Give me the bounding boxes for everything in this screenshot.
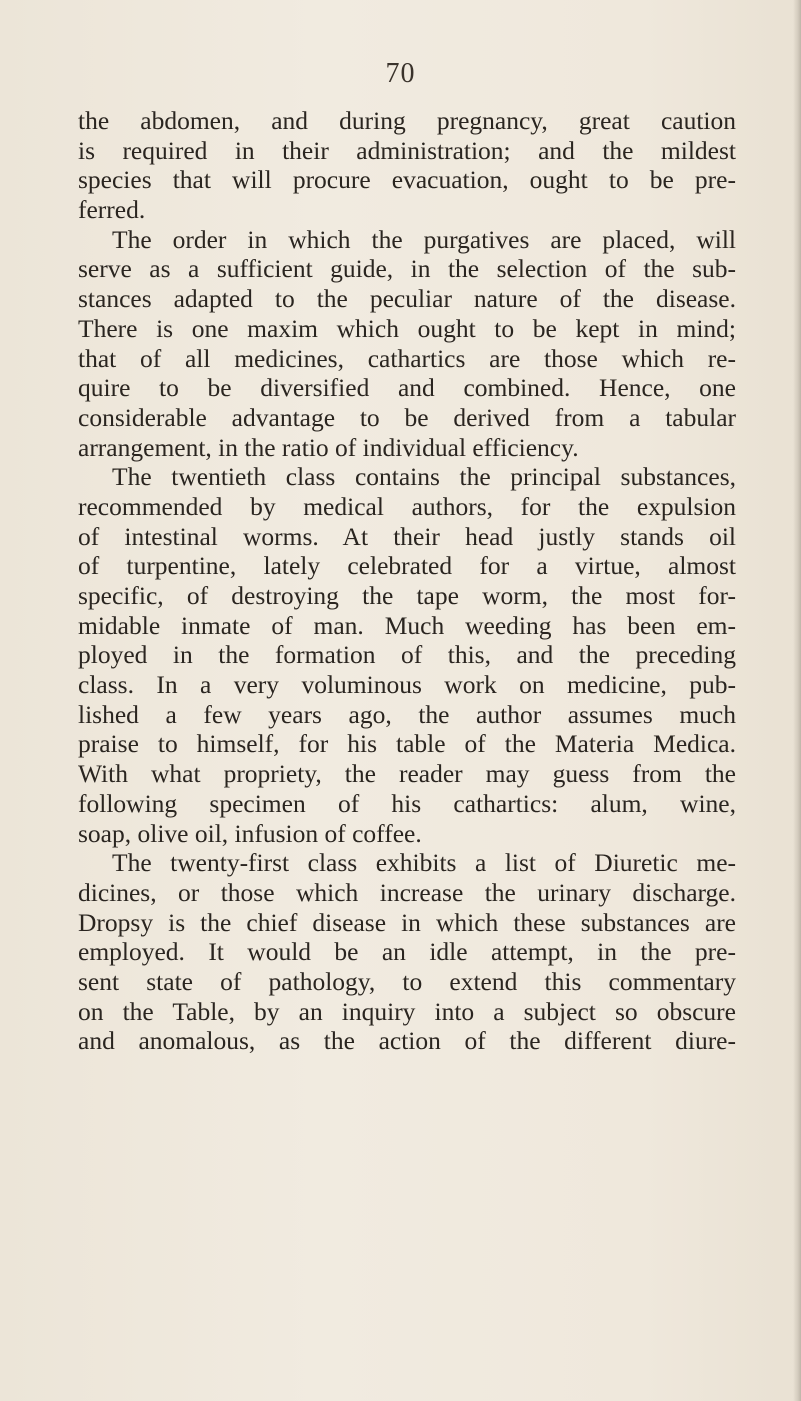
text-line: soap, olive oil, infusion of coffee. bbox=[78, 818, 422, 848]
text-line: is required in their administration; and the mildest bbox=[78, 135, 736, 165]
page-number: 70 bbox=[385, 58, 416, 89]
text-line: class. In a very voluminous work on medicine, pub- bbox=[78, 670, 736, 700]
text-line: ployed in the formation of this, and the preceding bbox=[78, 640, 736, 670]
text-line: arrangement, in the ratio of individual efficiency. bbox=[78, 432, 579, 462]
text-line: Dropsy is the chief disease in which these substances are bbox=[78, 907, 736, 937]
text-line: of intestinal worms. At their head justly stands oil bbox=[78, 521, 736, 551]
text-line: species that will procure evacuation, ought to be pre- bbox=[78, 165, 736, 195]
text-line: specific, of destroying the tape worm, the most for- bbox=[78, 581, 736, 610]
text-line: following specimen of his cathartics: alum, wine, bbox=[78, 788, 736, 818]
text-line: The order in which the purgatives are placed, will bbox=[112, 224, 736, 254]
text-line: the abdomen, and during pregnancy, great caution bbox=[78, 106, 736, 135]
text-line: There is one maxim which ought to be kept in mind; bbox=[78, 313, 736, 343]
text-line: sent state of pathology, to extend this commentary bbox=[78, 966, 736, 996]
text-line: and anomalous, as the action of the different diure- bbox=[78, 1026, 736, 1056]
text-line: on the Table, by an inquiry into a subject so obscure bbox=[78, 996, 736, 1026]
text-line: dicines, or those which increase the urinary discharge. bbox=[78, 877, 736, 907]
text-line: lished a few years ago, the author assumes much bbox=[78, 699, 736, 729]
text-line: quire to be diversified and combined. Hence, one bbox=[78, 373, 736, 403]
text-line: The twentieth class contains the principal substances, bbox=[112, 462, 736, 492]
text-line: that of all medicines, cathartics are those which re- bbox=[78, 343, 736, 373]
text-line: With what propriety, the reader may guess from the bbox=[78, 759, 736, 789]
text-line: midable inmate of man. Much weeding has been em- bbox=[78, 610, 736, 640]
text-line: recommended by medical authors, for the expulsion bbox=[78, 491, 736, 521]
text-line: of turpentine, lately celebrated for a virtue, almost bbox=[78, 551, 736, 581]
text-line: employed. It would be an idle attempt, in the pre- bbox=[78, 937, 736, 967]
page-edge-shadow bbox=[793, 0, 801, 1401]
text-line: ferred. bbox=[78, 195, 146, 225]
body-text bbox=[78, 106, 736, 1056]
text-line: stances adapted to the peculiar nature of the disease. bbox=[78, 284, 736, 314]
text-line: serve as a sufficient guide, in the selection of the sub- bbox=[78, 254, 736, 284]
text-line: considerable advantage to be derived from a tabular bbox=[78, 402, 736, 432]
text-line: The twenty-first class exhibits a list of Diuretic me- bbox=[112, 848, 736, 878]
text-line: praise to himself, for his table of the Materia Medica. bbox=[78, 729, 736, 759]
